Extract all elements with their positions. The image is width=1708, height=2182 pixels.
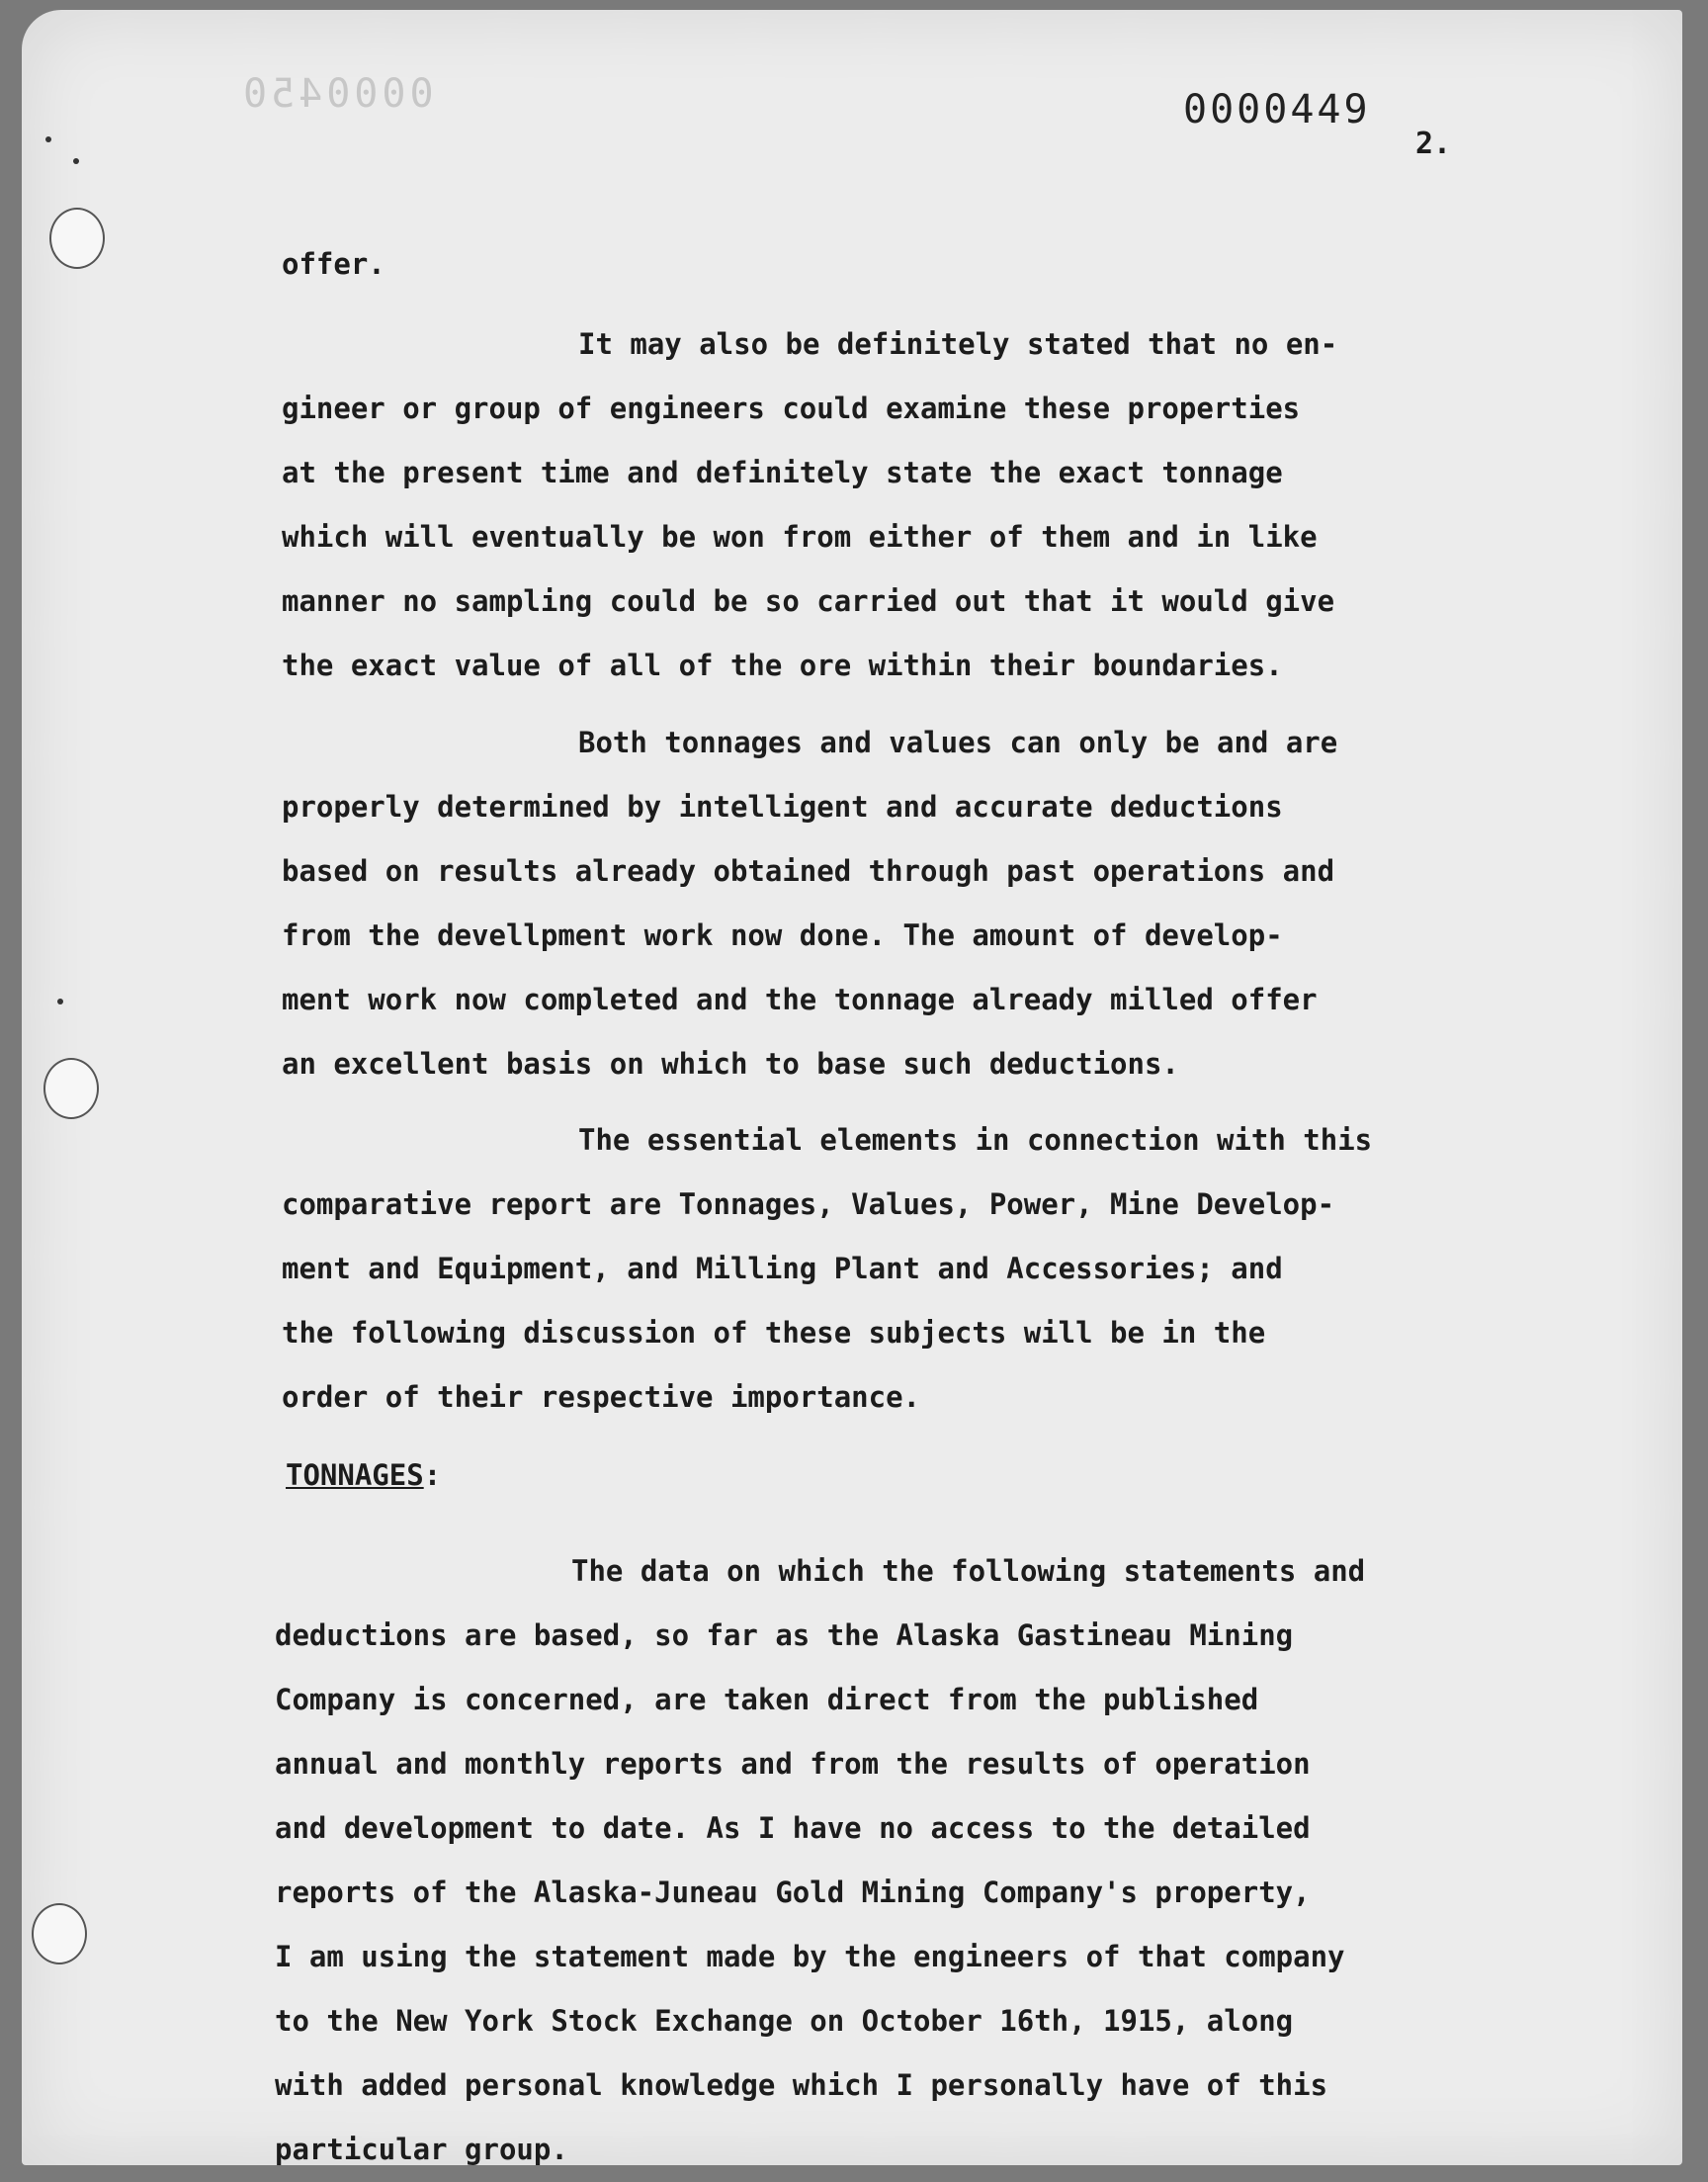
text-line: an excellent basis on which to base such deductions.: [282, 1047, 1179, 1081]
text-line: It may also be definitely stated that no en-: [578, 327, 1338, 361]
text-line: The essential elements in connection with this: [578, 1123, 1373, 1157]
text-line: based on results already obtained through past operations and: [282, 854, 1335, 888]
text-line: from the devellpment work now done. The amount of develop-: [282, 918, 1283, 952]
text-line: to the New York Stock Exchange on October 16th, 1915, along: [275, 2004, 1294, 2038]
text-line: I am using the statement made by the engineers of that company: [275, 1940, 1345, 1973]
speck-mark: [45, 136, 51, 142]
text-line: properly determined by intelligent and accurate deductions: [282, 790, 1283, 824]
text-line: annual and monthly reports and from the results of operation: [275, 1747, 1311, 1781]
text-line: manner no sampling could be so carried out that it would give: [282, 584, 1335, 618]
speck-mark: [73, 158, 79, 164]
text-line: ment and Equipment, and Milling Plant and Accessories; and: [282, 1252, 1283, 1285]
text-line: which will eventually be won from either of them and in like: [282, 520, 1318, 554]
document-page: [22, 10, 1682, 2165]
text-line: gineer or group of engineers could examine these properties: [282, 392, 1301, 425]
text-line: with added personal knowledge which I personally have of this: [275, 2068, 1328, 2102]
text-line: ment work now completed and the tonnage already milled offer: [282, 983, 1318, 1016]
paragraph: [282, 312, 1567, 698]
document-number: 0000449: [1183, 87, 1371, 132]
paragraph-continuation: [282, 232, 1567, 297]
ghost-document-number: 0000450: [239, 71, 434, 117]
section-heading-suffix: :: [423, 1458, 442, 1492]
text-line: deductions are based, so far as the Alaska Gastineau Mining: [275, 1618, 1294, 1652]
text-line: the following discussion of these subjects will be in the: [282, 1316, 1266, 1350]
text-line: at the present time and definitely state the exact tonnage: [282, 456, 1283, 489]
section-paragraph: [275, 1539, 1560, 2182]
text-line: The data on which the following statements and: [571, 1554, 1366, 1588]
text-line: particular group.: [275, 2133, 568, 2166]
text-line: Company is concerned, are taken direct from the published: [275, 1683, 1259, 1716]
punch-hole: [32, 1903, 87, 1964]
section-heading: [286, 1458, 441, 1492]
punch-hole: [49, 208, 105, 269]
paragraph: [282, 1108, 1567, 1430]
paragraph: [282, 711, 1567, 1096]
text-line: Both tonnages and values can only be and are: [578, 726, 1338, 759]
page-number: 2.: [1415, 127, 1452, 161]
text-line: offer.: [282, 247, 385, 281]
speck-mark: [57, 999, 63, 1004]
text-line: reports of the Alaska-Juneau Gold Mining Company's property,: [275, 1876, 1311, 1909]
text-line: and development to date. As I have no access to the detailed: [275, 1811, 1311, 1845]
text-line: order of their respective importance.: [282, 1380, 921, 1414]
text-line: comparative report are Tonnages, Values, Power, Mine Develop-: [282, 1187, 1335, 1221]
text-line: the exact value of all of the ore within their boundaries.: [282, 649, 1283, 682]
punch-hole: [43, 1058, 99, 1119]
section-heading-text: TONNAGES: [286, 1458, 424, 1492]
